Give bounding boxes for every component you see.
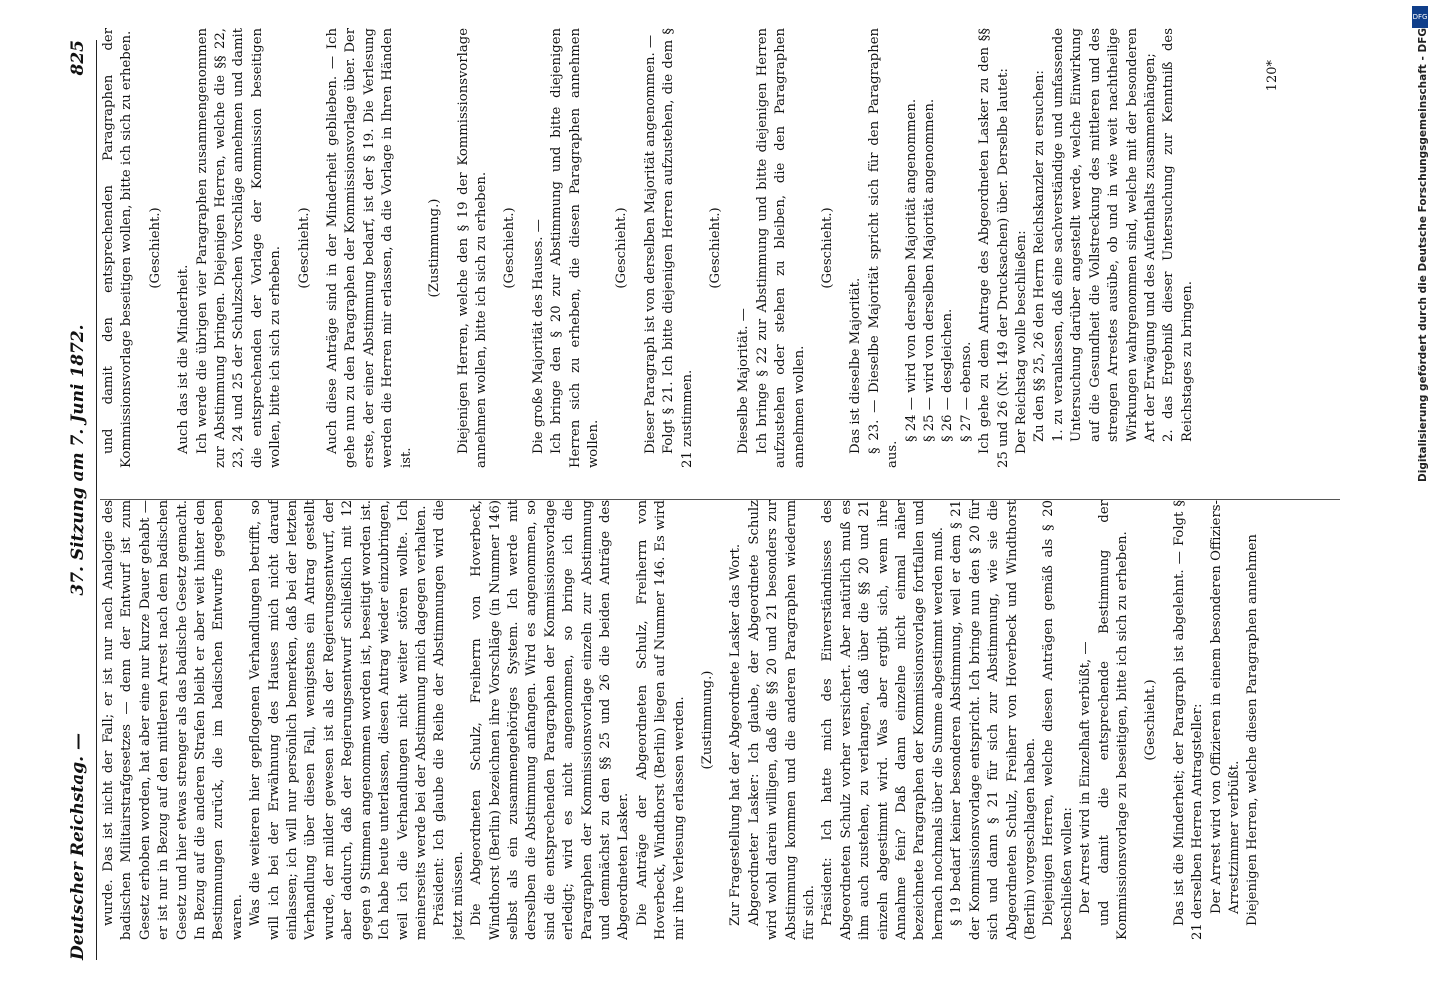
stage-direction: (Geschieht.) <box>296 207 312 289</box>
paragraph: Dieser Paragraph ist von derselben Majorität angenommen. — <box>642 34 658 454</box>
paragraph: Das ist dieselbe Majorität. <box>848 277 864 454</box>
paragraph: Folgt § 21. Ich bitte diejenigen Herren aufzustehen, die dem § 21 zustimmen. <box>661 28 695 468</box>
paragraph: Ich gehe zu dem Antrage des Abgeordneten Lasker zu den §§ 25 und 26 (Nr. 149 der Drucksachen) über. Derselbe lautet: <box>977 28 1011 468</box>
stage-direction: (Zustimmung.) <box>427 198 443 298</box>
header-rule <box>96 40 97 960</box>
paragraph: § 24 — wird von derselben Majorität angenommen. <box>903 98 919 442</box>
stage-direction: (Zustimmung.) <box>700 670 715 770</box>
paragraph: Ich werde die übrigen vier Paragraphen zusammengenommen zur Abstimmung bringen. Diejenigen Herren, welche die §§ 22, 23, 24 und 25 der Schulzschen Vorschläge annehmen und damit die entsprechenden der Vorlage der Kommission beseitigen wollen, bitte ich sich zu erheben. <box>194 28 284 468</box>
paragraph: und damit den entsprechenden Paragraphen der Kommissionsvorlage beseitigen wollen, bitte ich sich zu erheben. <box>101 28 135 468</box>
paragraph: Auch das ist die Minderheit. <box>176 264 192 454</box>
stage-direction: (Geschieht.) <box>502 207 518 289</box>
paragraph: Auch diese Anträge sind in der Minderheit geblieben. — Ich gehe nun zu den Paragraphen der Kommissionsvorlage über. Der erste, der einer Abstimmung bedarf, ist der § 19. Die Verlesung werden die Herren mir erlassen, da die Vorlage in Ihren Händen ist. <box>325 28 414 468</box>
paragraph: 2. das Ergebniß dieser Untersuchung zur Kenntniß des Reichstages zu bringen. <box>1161 28 1195 442</box>
paragraph: Ich bringe den § 20 zur Abstimmung und bitte diejenigen Herren sich zu erheben, die diesen Paragraphen annehmen wollen. <box>549 28 601 468</box>
page-header <box>58 40 98 960</box>
paragraph: Zur Fragestellung hat der Abgeordnete Lasker das Wort. <box>728 543 744 926</box>
paragraph: § 23. — Dieselbe Majorität spricht sich für den Paragraphen aus. <box>866 28 901 468</box>
column-divider <box>100 499 1340 500</box>
paragraph: Abgeordneter Lasker: Ich glaube, der Abgeordnete Schulz wird wohl darein willigen, daß die §§ 20 und 21 besonders zur Abstimmung kommen und die anderen Paragraphen wiederum für sich. <box>746 500 818 940</box>
paragraph: und damit die entsprechende Bestimmung der Kommissionsvorlage zu beseitigen, bitte ich sich zu erheben. <box>1096 500 1130 940</box>
signature-mark: 120* <box>1265 60 1280 92</box>
paragraph: § 27 — ebenso. <box>958 341 974 442</box>
paragraph: Der Arrest wird in Einzelhaft verbüßt, — <box>1078 641 1094 914</box>
stage-direction: (Geschieht.) <box>707 207 723 289</box>
paragraph: Ich bringe § 22 zur Abstimmung und bitte diejenigen Herren aufzustehen oder stehen zu bleiben, die den Paragraphen annehmen wollen. <box>754 28 807 468</box>
stage-direction: (Geschieht.) <box>147 207 163 289</box>
paragraph: Präsident: Ich glaube die Reihe der Abstimmungen wird die jetzt müssen. <box>432 500 466 940</box>
paragraph: Diejenigen Herren, welche diesen Paragraphen annehmen <box>1245 534 1261 926</box>
header-session: 37. Sitzung am 7. Juni 1872. <box>68 324 88 596</box>
paragraph: Dieselbe Majorität. — <box>736 308 752 454</box>
stage-direction: (Geschieht.) <box>820 207 835 289</box>
paragraph: Die große Majorität des Hauses. — <box>530 219 546 454</box>
paragraph: Die Abgeordneten Schulz, Freiherrn von Hoverbeck, Windthorst (Berlin) bezeichnen ihre Vorschläge (in Nummer 146) selbst als ein zusammengehöriges System. Ich werde mit derselben die Abstimmung anfangen. Wird es angenommen, so sind die entsprechenden Paragraphen der Kommissionsvorlage erledigt; wird es nicht angenommen, so bringe ich die Paragraphen der Kommissionsvorlage einzeln zur Abstimmung und demnächst zu den §§ 25 und 26 die beiden Anträge des Abgeordneten Lasker. <box>469 500 632 940</box>
dfg-credit: Digitalisierung gefördert durch die Deutsche Forschungsgemeinschaft - DFG <box>1417 28 1429 482</box>
paragraph: § 25 — wird von derselben Majorität angenommen. <box>922 98 938 442</box>
paragraph: Zu den §§ 25, 26 den Herrn Reichskanzler zu ersuchen: <box>1032 70 1048 442</box>
paragraph: 1. zu veranlassen, daß eine sachverständige und umfassende Untersuchung darüber angestellt werde, welche Einwirkung auf die Gesundheit die Vollstreckung des mittleren und des strengen Arrestes ausübe, ob und in wie weit nachtheilige Wirkungen wahrgenommen sind, welche mit der besonderen Art der Erwägung und des Aufenthalts zusammenhängen; <box>1050 28 1158 442</box>
paragraph: Was die weiteren hier gepflogenen Verhandlungen betrifft, so will ich bei der Erwähnung des Hauses mich nicht darauf einlassen; ich will nur persönlich bemerken, daß bei der letzten Verhandlung über diesen Fall, wenigstens ein Antrag gestellt wurde, der milder gewesen ist als der Regierungsentwurf, der aber dadurch, daß der Regierungsentwurf schließlich mit 12 gegen 9 Stimmen angenommen worden ist, beseitigt worden ist. Ich habe heute unterlassen, diesen Antrag wieder einzubringen, weil ich die Verhandlungen nicht weiter stören wollte. Ich meinerseits werde bei der Abstimmung mich dagegen verhalten. <box>248 500 429 940</box>
header-title: Deutscher Reichstag. — <box>68 732 88 960</box>
paragraph: Das ist die Minderheit; der Paragraph ist abgelehnt. — Folgt § 21 derselben Herren Antragsteller: <box>1171 500 1206 940</box>
paragraph: Präsident: Ich hatte mich des Einverständnisses des Abgeordneten Schulz vorher versichert. Aber natürlich muß es ihm auch zustehen, zu verlangen, daß über die §§ 20 und 21 einzeln abgestimmt wird. Was aber ergibt sich, wenn ihre Annahme fein? Daß dann einzelne nicht einmal näher bezeichnete Paragraphen der Kommissionsvorlage fortfallen und hernach nochmals über die Summe abgestimmt werden muß. <box>820 500 946 940</box>
right-column <box>100 28 1340 468</box>
stage-direction: (Geschieht.) <box>614 207 630 289</box>
paragraph: Diejenigen Herren, welche diesen Anträgen gemäß als § 20 beschließen wollen: <box>1041 500 1075 940</box>
dfg-logo: DFG <box>1412 6 1428 28</box>
left-column <box>100 500 1340 940</box>
paragraph: Diejenigen Herren, welche den § 19 der Kommissionsvorlage annehmen wollen, bitte ich sich zu erheben. <box>455 28 489 468</box>
paragraph: Der Arrest wird von Offizieren in einem besonderen Offiziers-Arrestzimmer verbüßt. <box>1208 500 1242 914</box>
paragraph: wurde. Das ist nicht der Fall; er ist nur nach Analogie des badischen Militairstrafgesetzes — denn der Entwurf ist zum Gesetz erhoben worden, hat aber eine nur kurze Dauer gehabt — er ist nur in Bezug auf den mittleren Arrest nach dem badischen Gesetz und hier etwas strenger als das badische Gesetz gemacht. In Bezug auf die anderen Strafen bleibt er aber weit hinter den Bestimmungen zurück, die im badischen Entwurfe gegeben waren. <box>101 500 245 940</box>
dfg-sidebar <box>1408 0 1432 1000</box>
paragraph: Der Reichstag wolle beschließen: <box>1014 230 1030 454</box>
paragraph: § 26 — desgleichen. <box>940 308 956 442</box>
paragraph: § 19 bedarf keiner besonderen Abstimmung, weil er dem § 21 der Kommissionsvorlage entspricht. Ich bringe nun den § 20 für sich und dann § 21 für sich zur Abstimmung, wie sie die Abgeordneten Schulz, Freiherr von Hoverbeck und Windthorst (Berlin) vorgeschlagen haben. <box>949 500 1038 940</box>
stage-direction: (Geschieht.) <box>1143 679 1159 761</box>
paragraph: Die Anträge der Abgeordneten Schulz, Freiherrn von Hoverbeck, Windthorst (Berlin) liegen auf Nummer 146. Es wird mir ihre Verlesung erlassen werden. <box>634 500 687 940</box>
page-number: 825 <box>68 40 88 76</box>
